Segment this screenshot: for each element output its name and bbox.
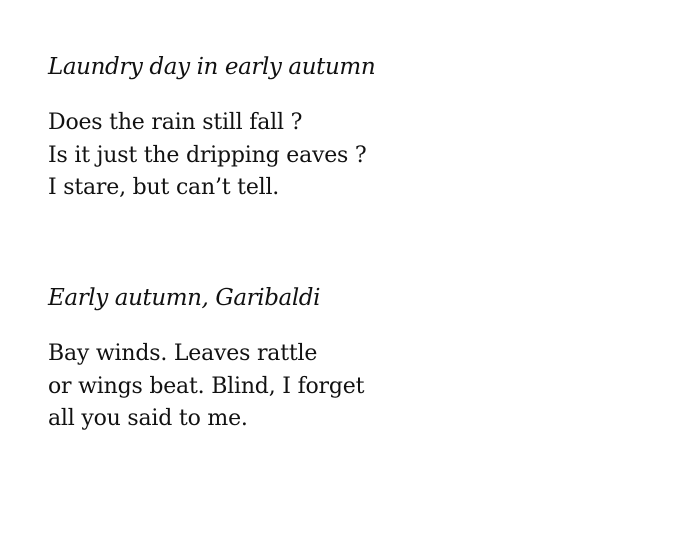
poem-title: Early autumn, Garibaldi	[48, 285, 321, 311]
poem-stanza	[48, 338, 364, 436]
poem-line: or wings beat. Blind, I forget	[48, 373, 365, 399]
document-page	[48, 0, 648, 549]
poem-stanza	[48, 107, 375, 205]
poem-line: Does the rain still fall ?	[48, 110, 303, 135]
poem-line: Bay winds. Leaves rattle	[48, 341, 318, 366]
poem-line: Is it just the dripping eaves ?	[48, 142, 367, 168]
poem-laundry-day	[48, 50, 375, 205]
poem-title: Laundry day in early autumn	[48, 54, 376, 80]
poem-line: I stare, but can’t tell.	[48, 175, 280, 200]
poem-line: all you said to me.	[48, 406, 248, 431]
poem-early-autumn-garibaldi	[48, 281, 364, 436]
